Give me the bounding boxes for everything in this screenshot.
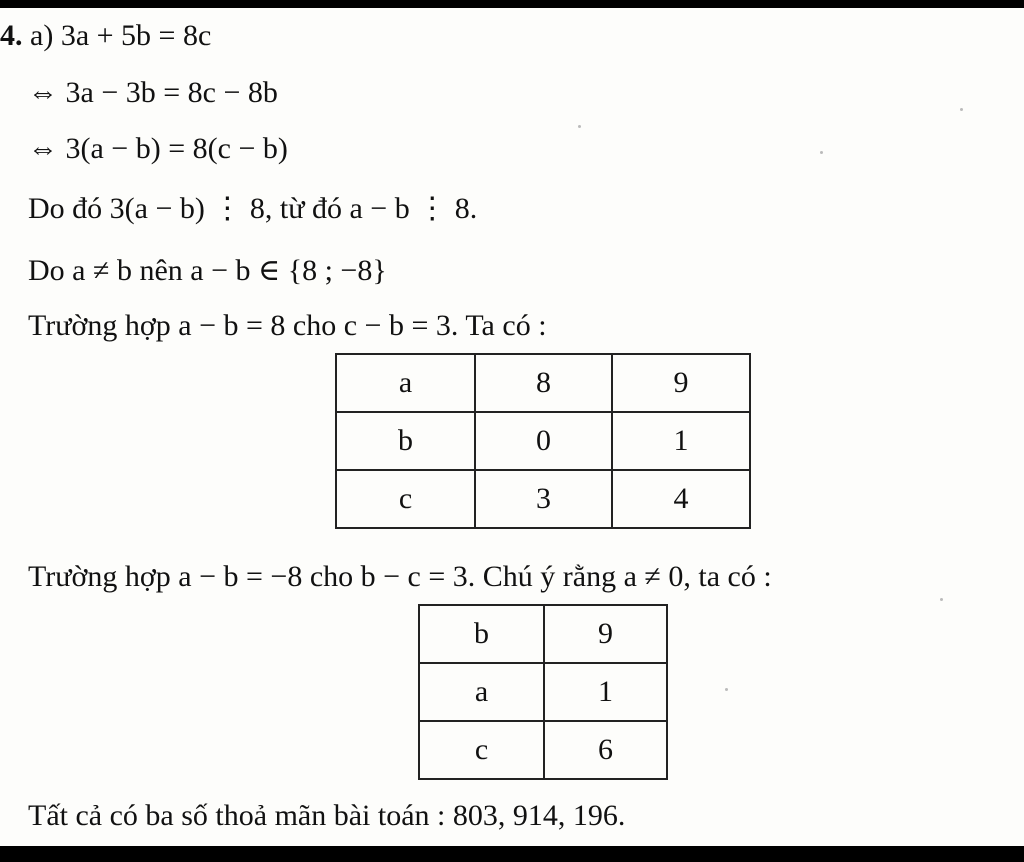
table-cell: b	[419, 605, 544, 663]
case-1-statement: Trường hợp a − b = 8 cho c − b = 3. Ta có :	[28, 309, 547, 342]
problem-heading	[0, 18, 211, 54]
equation-line-2: ⇔ 3a − 3b = 8c − 8b	[28, 76, 278, 109]
table-row	[419, 721, 667, 779]
table-cell: 9	[612, 354, 750, 412]
case-1-table	[335, 353, 751, 529]
case-2-table	[418, 604, 668, 780]
table-cell: a	[336, 354, 475, 412]
problem-part: a)	[30, 19, 54, 52]
document-page	[0, 8, 1024, 846]
table-cell: 0	[475, 412, 612, 470]
table-cell: 3	[475, 470, 612, 528]
table-row	[419, 605, 667, 663]
table-cell: c	[336, 470, 475, 528]
table-row	[336, 412, 750, 470]
table-row	[336, 354, 750, 412]
table-cell: c	[419, 721, 544, 779]
conclusion-statement: Tất cả có ba số thoả mãn bài toán : 803, 914, 196.	[28, 799, 626, 832]
difference-set-statement: Do a ≠ b nên a − b ∈ {8 ; −8}	[28, 254, 387, 287]
table-row	[419, 663, 667, 721]
table-cell: 1	[612, 412, 750, 470]
problem-number: 4.	[0, 19, 23, 52]
table-cell: 6	[544, 721, 667, 779]
table-cell: 4	[612, 470, 750, 528]
scan-speck	[578, 125, 581, 128]
table-cell: a	[419, 663, 544, 721]
equation-line-1: 3a + 5b = 8c	[60, 19, 212, 52]
case-2-statement: Trường hợp a − b = −8 cho b − c = 3. Chú ý rằng a ≠ 0, ta có :	[28, 560, 772, 593]
table-cell: 8	[475, 354, 612, 412]
table-cell: 1	[544, 663, 667, 721]
divisibility-statement: Do đó 3(a − b) ⋮ 8, từ đó a − b ⋮ 8.	[28, 192, 478, 225]
scan-speck	[820, 151, 823, 154]
table-row	[336, 470, 750, 528]
table-cell: 9	[544, 605, 667, 663]
scan-speck	[725, 688, 728, 691]
table-cell: b	[336, 412, 475, 470]
scan-speck	[940, 598, 943, 601]
scan-speck	[960, 108, 963, 111]
equation-line-3: ⇔ 3(a − b) = 8(c − b)	[28, 132, 288, 165]
